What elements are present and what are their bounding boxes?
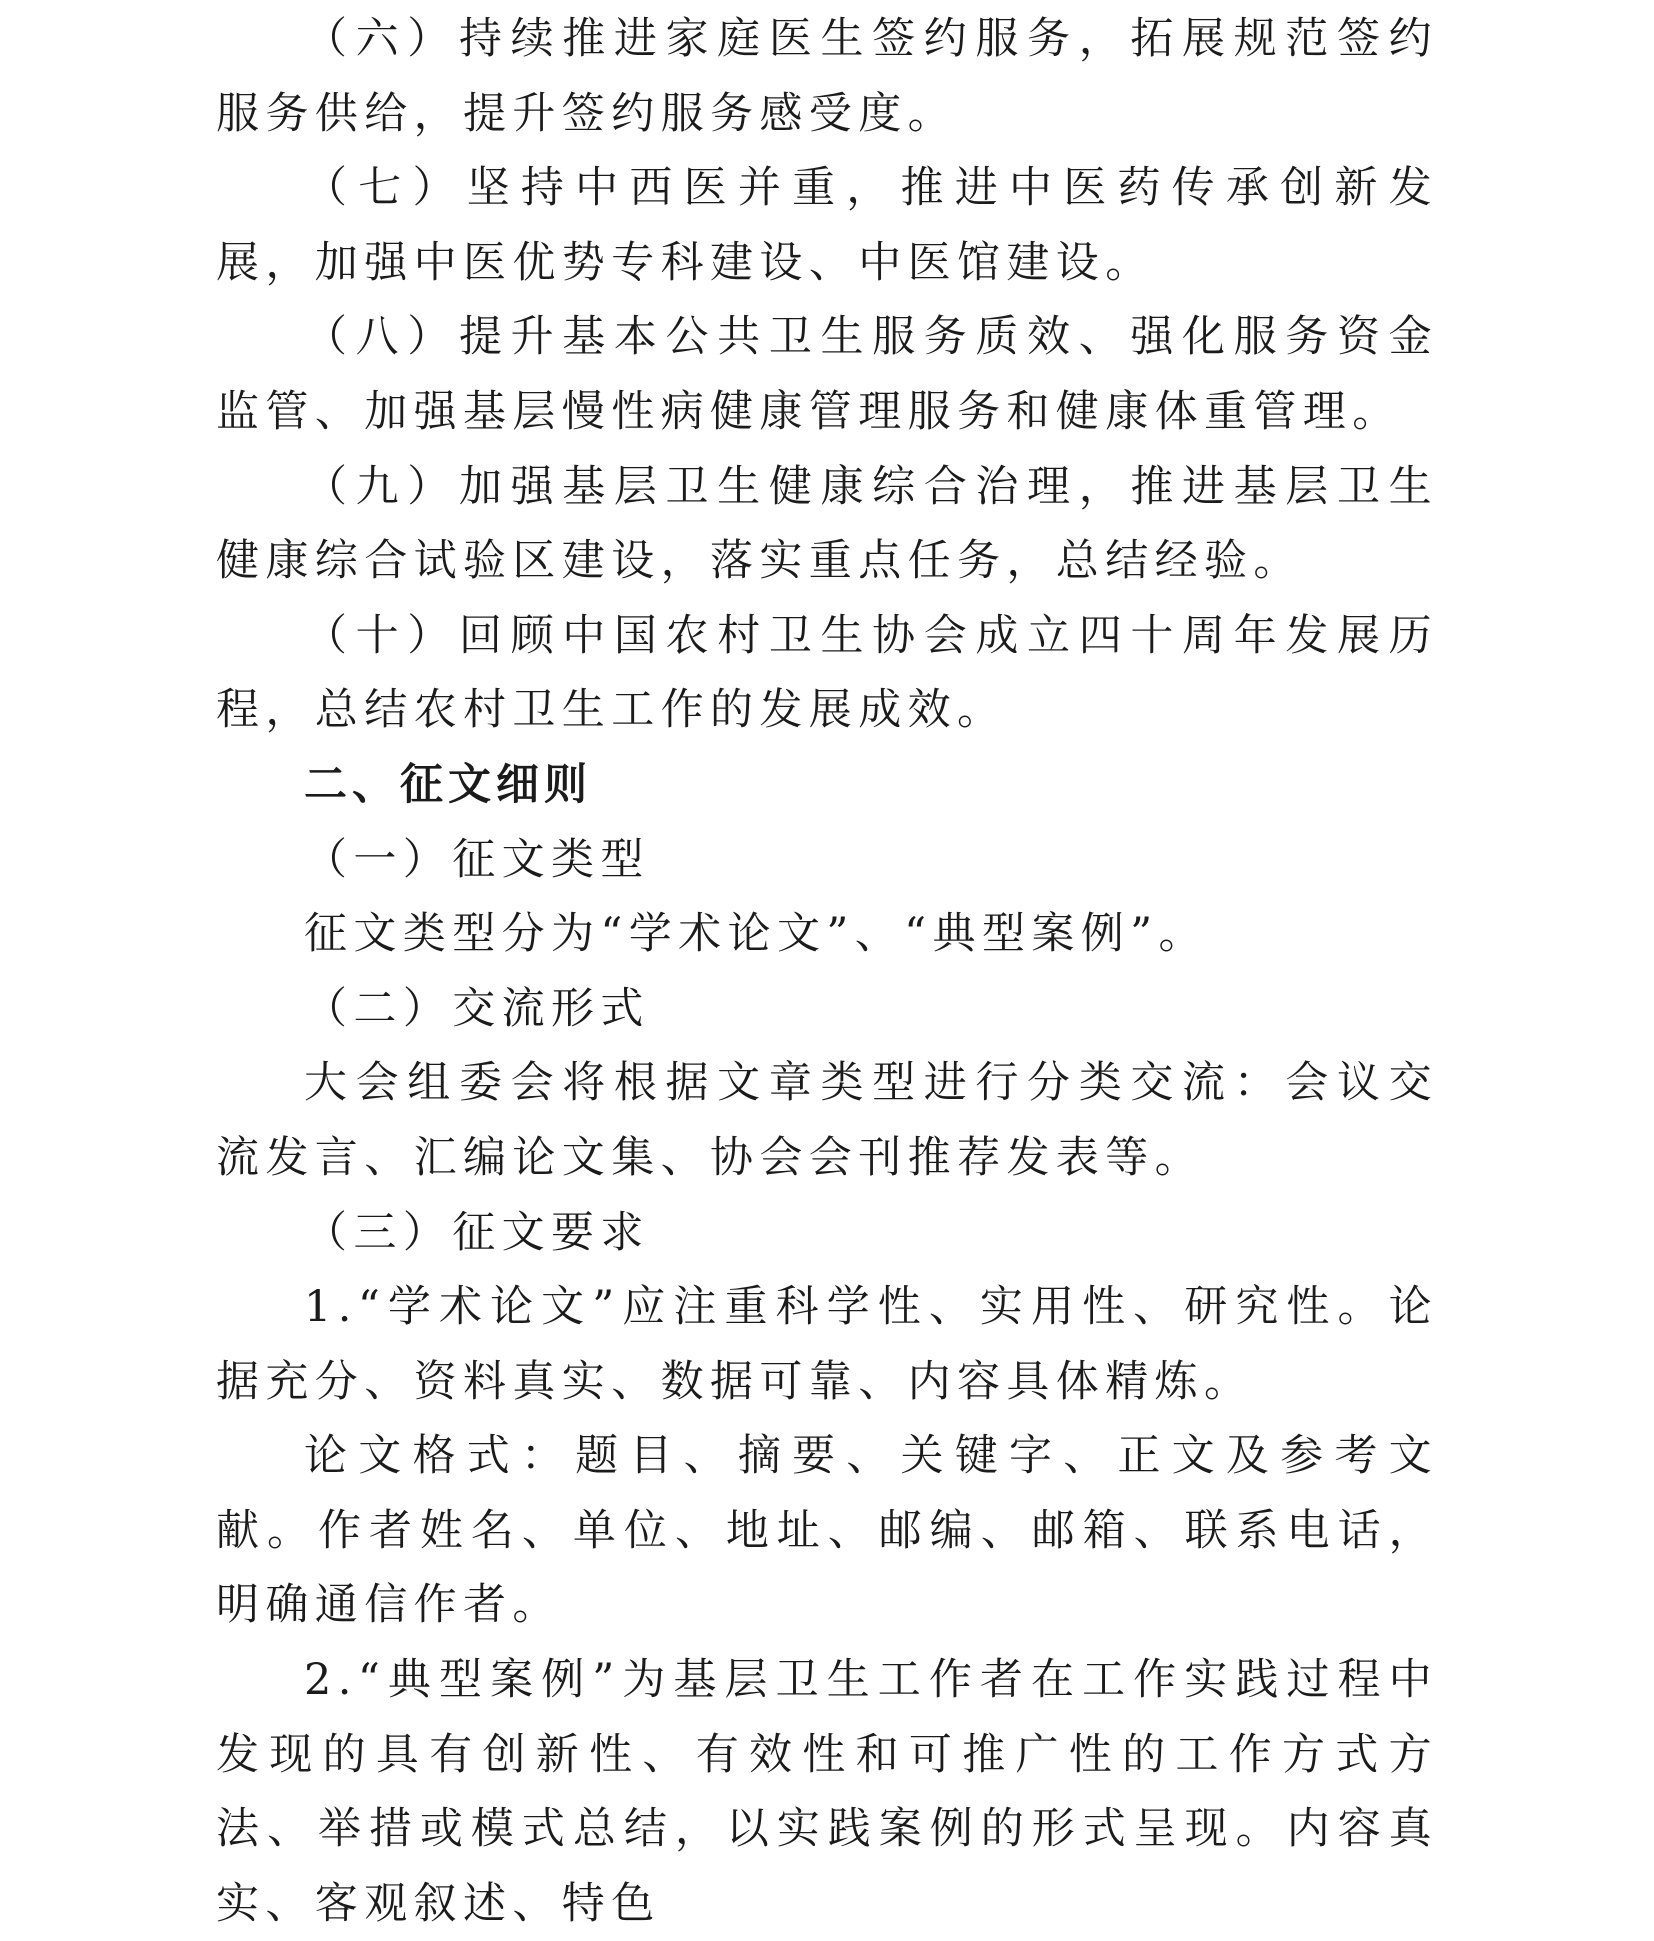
paragraph-item-9: （九）加强基层卫生健康综合治理，推进基层卫生健康综合试验区建设，落实重点任务，总结经验。 <box>216 461 1438 587</box>
paragraph-exchange-form: 大会组委会将根据文章类型进行分类交流：会议交流发言、汇编论文集、协会会刊推荐发表等。 <box>216 1058 1438 1183</box>
subheading-essay-type: （一）征文类型 <box>304 834 650 885</box>
paragraph-requirement-2: 2.“典型案例”为基层卫生工作者在工作实践过程中发现的具有创新性、有效性和可推广性的工作方式方法、举措或模式总结，以实践案例的形式呈现。内容真实、客观叙述、特色 <box>216 1655 1438 1929</box>
paragraph-item-6: （六）持续推进家庭医生签约服务，拓展规范签约服务供给，提升签约服务感受度。 <box>216 14 1438 139</box>
subheading-exchange-form: （二）交流形式 <box>304 983 650 1034</box>
section-heading: 二、征文细则 <box>304 759 592 810</box>
paragraph-essay-type: 征文类型分为“学术论文”、“典型案例”。 <box>304 909 1208 960</box>
subheading-requirements: （三）征文要求 <box>304 1207 650 1258</box>
paragraph-item-10: （十）回顾中国农村卫生协会成立四十周年发展历程，总结农村卫生工作的发展成效。 <box>216 610 1438 736</box>
paragraph-paper-format: 论文格式：题目、摘要、关键字、正文及参考文献。作者姓名、单位、地址、邮编、邮箱、联系电话，明确通信作者。 <box>216 1431 1438 1631</box>
paragraph-requirement-1: 1.“学术论文”应注重科学性、实用性、研究性。论据充分、资料真实、数据可靠、内容具体精炼。 <box>216 1282 1438 1407</box>
paragraph-item-7: （七）坚持中西医并重，推进中医药传承创新发展，加强中医优势专科建设、中医馆建设。 <box>216 163 1438 288</box>
paragraph-item-8: （八）提升基本公共卫生服务质效、强化服务资金监管、加强基层慢性病健康管理服务和健康体重管理。 <box>216 312 1438 437</box>
document-body <box>216 2 1438 1941</box>
